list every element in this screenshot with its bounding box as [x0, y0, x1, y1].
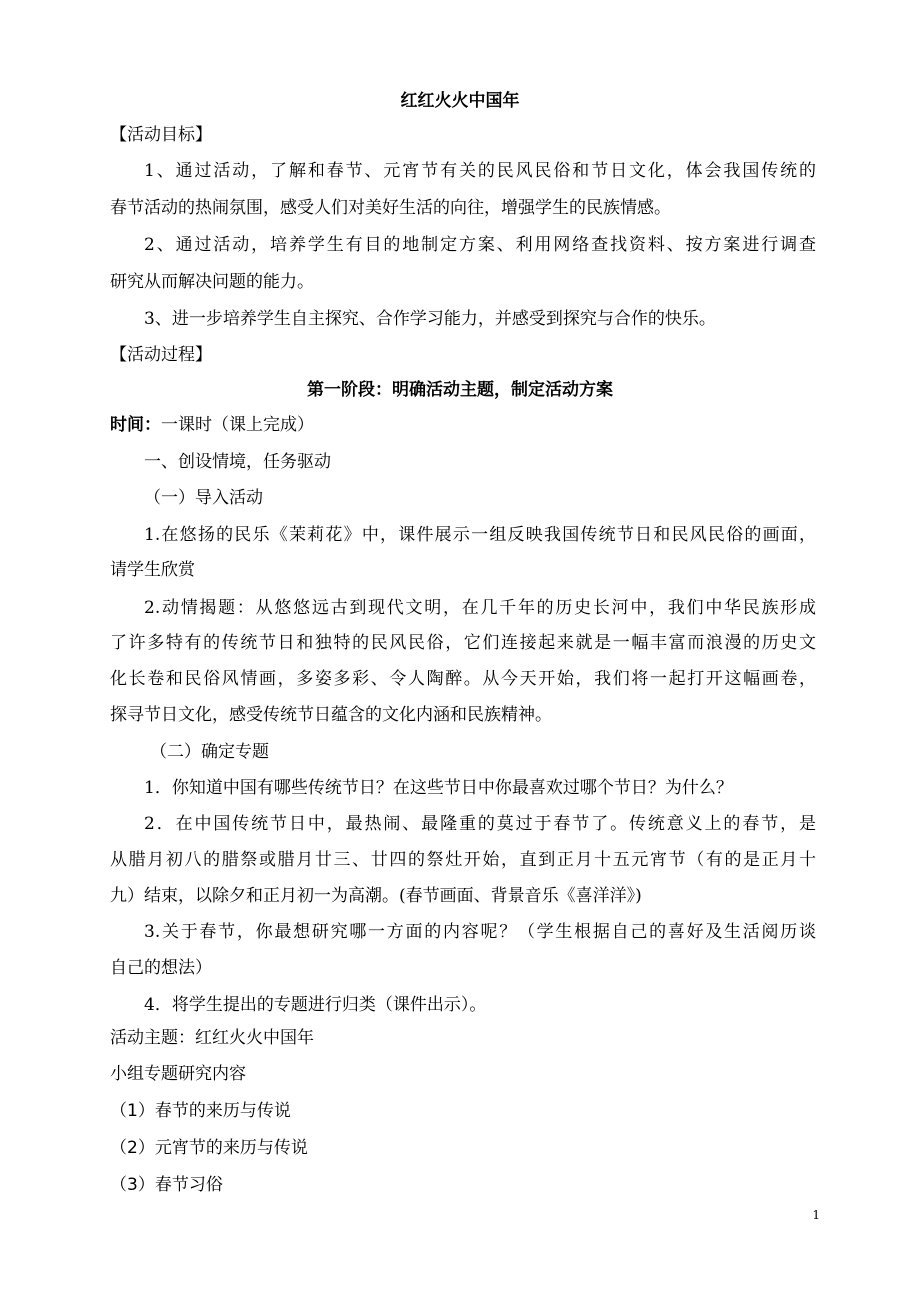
paragraph-1-line-2: 请学生欣赏: [110, 560, 195, 580]
paragraph-2-line-3: 化长卷和民俗风情画，多姿多彩、令人陶醉。从今天开始，我们将一起打开这幅画卷，: [110, 669, 816, 689]
paragraph-2-line-2: 了许多特有的传统节日和独特的民风民俗，它们连接起来就是一幅丰富而浪漫的历史文: [110, 633, 816, 653]
time-line: [110, 408, 816, 443]
topic-item: （3）春节习俗: [110, 1175, 223, 1195]
paragraph-2-line-1: 2.动情揭题：从悠悠远古到现代文明，在几千年的历史长河中，我们中华民族形成: [144, 598, 816, 618]
question-3-line-2: 自己的想法）: [110, 958, 212, 978]
goal-2-line-1: 2、通过活动，培养学生有目的地制定方案、利用网络查找资料、按方案进行调查: [144, 235, 816, 255]
topic-item: （1）春节的来历与传说: [110, 1101, 291, 1121]
subsection-2-heading: （二）确定专题: [150, 742, 269, 762]
time-label: 时间：: [110, 415, 161, 435]
question-2-line-3: 九）结束，以除夕和正月初一为高潮。(春节画面、背景音乐《喜洋洋》): [110, 886, 642, 906]
subsection-1-heading: （一）导入活动: [144, 488, 263, 508]
activity-theme: 活动主题：红红火火中国年: [110, 1028, 314, 1048]
question-4-line-1: 4．将学生提出的专题进行归类（课件出示）。: [144, 995, 487, 1015]
goal-3-line-1: 3、进一步培养学生自主探究、合作学习能力，并感受到探究与合作的快乐。: [144, 309, 716, 329]
goal-1-line-1: 1、通过活动，了解和春节、元宵节有关的民风民俗和节日文化，体会我国传统的: [144, 161, 816, 181]
goal-2-line-2: 研究从而解决问题的能力。: [110, 272, 314, 292]
process-heading: 【活动过程】: [110, 345, 212, 365]
goal-1-line-2: 春节活动的热闹氛围，感受人们对美好生活的向往，增强学生的民族情感。: [110, 198, 671, 218]
topic-item: （2）元宵节的来历与传说: [110, 1138, 308, 1158]
question-2-line-2: 从腊月初八的腊祭或腊月廿三、廿四的祭灶开始，直到正月十五元宵节（有的是正月十: [110, 850, 816, 870]
goals-heading: 【活动目标】: [110, 125, 212, 145]
stage-1-title: 第一阶段：明确活动主题，制定活动方案: [307, 380, 613, 400]
section-1-heading: 一、创设情境，任务驱动: [144, 452, 331, 472]
question-1-line-1: 1．你知道中国有哪些传统节日？在这些节日中你最喜欢过哪个节日？为什么？: [144, 778, 733, 798]
document-title: 红红火火中国年: [400, 91, 520, 111]
question-3-line-1: 3.关于春节，你最想研究哪一方面的内容呢？（学生根据自己的喜好及生活阅历谈: [144, 922, 816, 942]
time-value: 一课时（课上完成）: [161, 415, 314, 435]
paragraph-1-line-1: 1.在悠扬的民乐《茉莉花》中，课件展示一组反映我国传统节日和民风民俗的画面，: [144, 525, 816, 545]
paragraph-2-line-4: 探寻节日文化，感受传统节日蕴含的文化内涵和民族精神。: [110, 705, 552, 725]
page-number: 1: [812, 1208, 820, 1222]
topics-heading: 小组专题研究内容: [110, 1064, 246, 1084]
question-2-line-1: 2．在中国传统节日中，最热闹、最隆重的莫过于春节了。传统意义上的春节，是: [144, 814, 816, 834]
